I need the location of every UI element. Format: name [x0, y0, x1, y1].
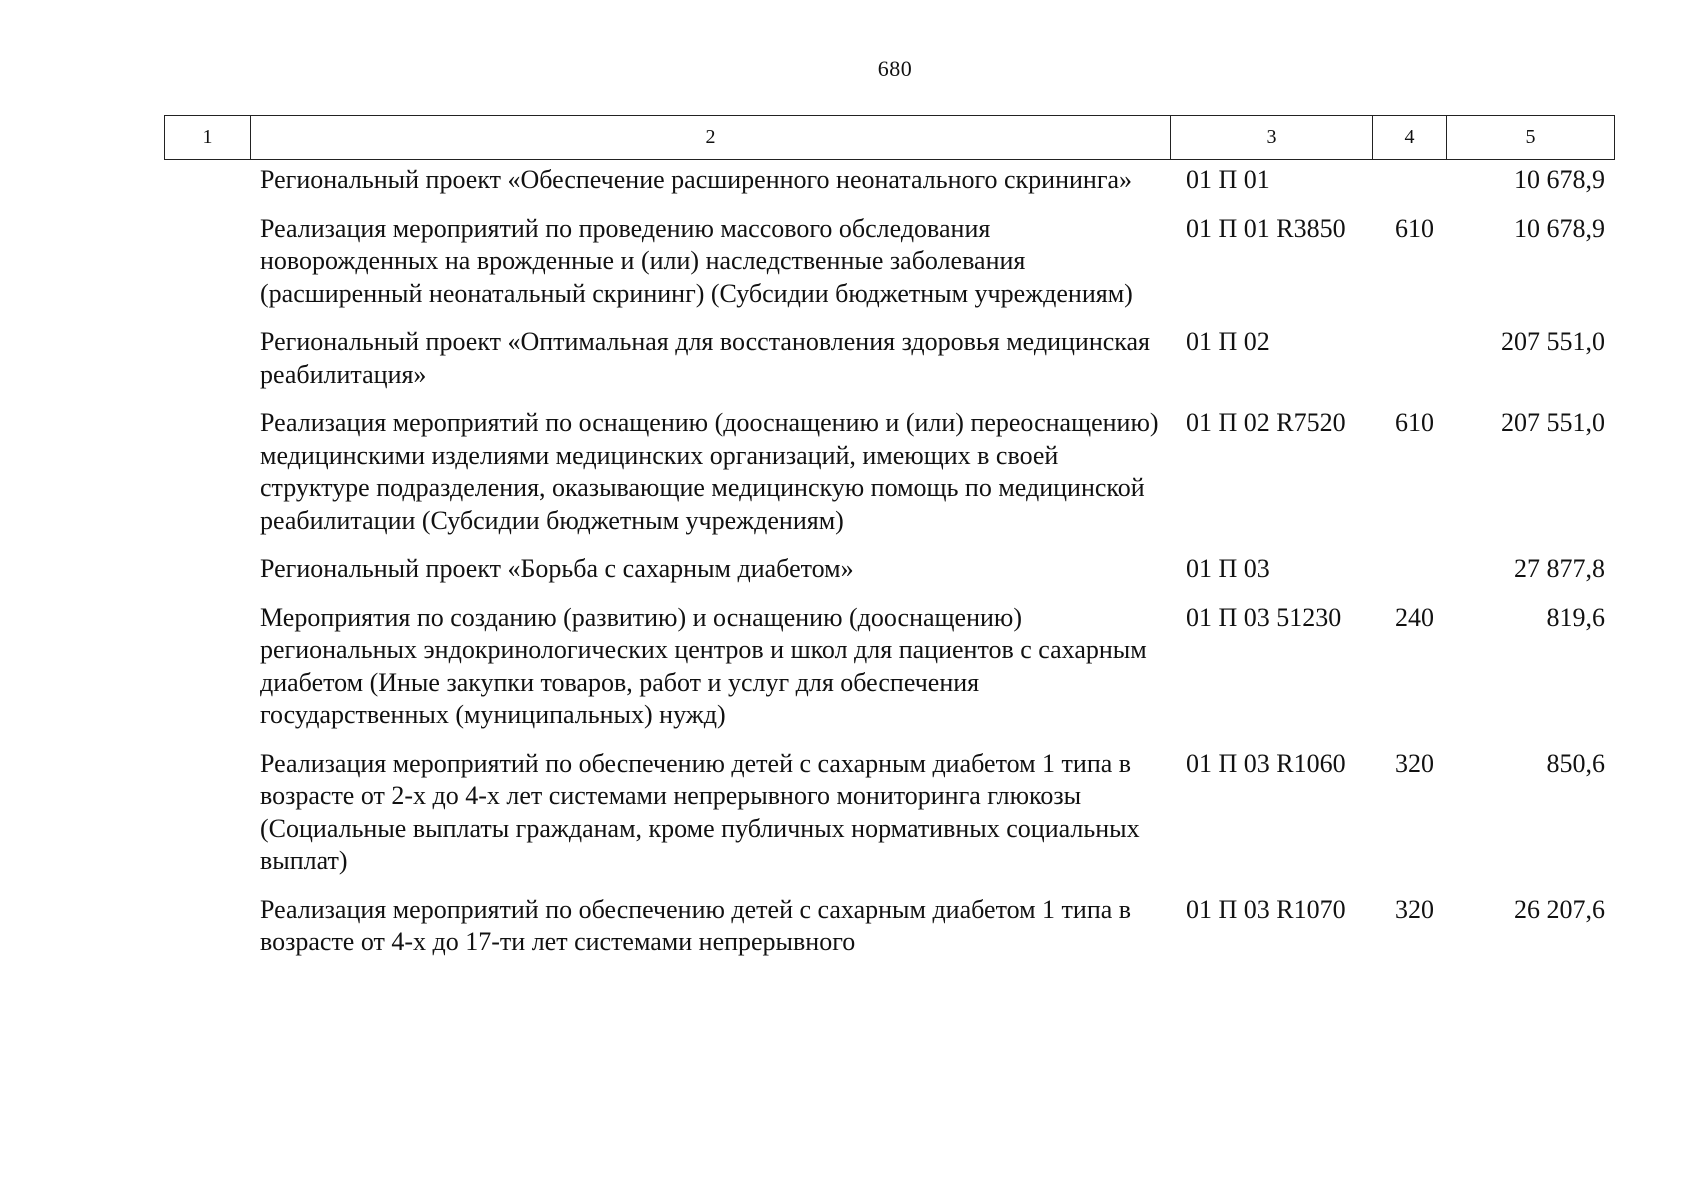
row-expense-type [1384, 164, 1449, 213]
row-expense-type: 320 [1395, 748, 1434, 778]
table-row [250, 407, 1614, 553]
column-header-row [164, 115, 1615, 160]
header-col-4: 4 [1373, 116, 1447, 160]
header-col-3: 3 [1171, 116, 1373, 160]
table-row [250, 213, 1614, 327]
row-sum: 27 877,8 [1514, 554, 1605, 583]
table-row [250, 894, 1614, 975]
table-row [250, 748, 1614, 894]
row-code: 01 П 03 R1060 [1186, 748, 1346, 778]
row-expense-type: 610 [1395, 213, 1434, 243]
row-expense-type [1384, 326, 1449, 407]
header-col-2: 2 [251, 116, 1171, 160]
table-row [250, 553, 1614, 602]
row-expense-type: 610 [1395, 408, 1434, 437]
row-sum: 819,6 [1546, 602, 1605, 632]
row-code: 01 П 03 R1070 [1186, 894, 1346, 924]
row-code: 01 П 02 R7520 [1186, 408, 1346, 437]
table-row [250, 602, 1614, 748]
row-name: Реализация мероприятий по проведению массового обследования новорожденных на врожденные и (или) наследственные заболевания (расширенный неонатальный скрининг) (Субсидии бюджетным учреждениям) [260, 213, 1133, 308]
row-sum: 10 678,9 [1514, 213, 1605, 243]
header-col-1: 1 [165, 116, 251, 160]
row-name: Мероприятия по созданию (развитию) и оснащению (дооснащению) региональных эндокринологических центров и школ для пациентов с сахарным диабетом (Иные закупки товаров, работ и услуг для обеспечения государственных (муниципальных) нужд) [260, 602, 1147, 729]
table-row [250, 164, 1614, 213]
row-sum: 850,6 [1546, 748, 1605, 778]
row-expense-type: 320 [1395, 894, 1434, 924]
row-expense-type [1384, 553, 1449, 602]
row-name: Региональный проект «Оптимальная для восстановления здоровья медицинская реабилитация» [260, 327, 1151, 389]
row-code: 01 П 02 [1186, 327, 1270, 356]
row-code: 01 П 01 R3850 [1186, 213, 1346, 243]
row-expense-type: 240 [1395, 602, 1434, 632]
row-sum: 207 551,0 [1501, 327, 1605, 356]
row-sum: 26 207,6 [1514, 894, 1605, 924]
row-code: 01 П 03 51230 [1186, 602, 1342, 632]
row-name: Реализация мероприятий по обеспечению детей с сахарным диабетом 1 типа в возрасте от 2-х до 4-х лет системами непрерывного мониторинга глюкозы (Социальные выплаты гражданам, кроме публичных нормативных социальных выплат) [260, 748, 1140, 875]
page-number: 680 [877, 56, 913, 81]
row-code: 01 П 03 [1186, 554, 1270, 583]
table-row [250, 326, 1614, 407]
row-code: 01 П 01 [1186, 165, 1270, 194]
row-sum: 207 551,0 [1501, 408, 1605, 437]
row-name: Реализация мероприятий по оснащению (дооснащению и (или) переоснащению) медицинскими изделиями медицинских организаций, имеющих в своей структуре подразделения, оказывающие медицинскую помощь по медицинской реабилитации (Субсидии бюджетным учреждениям) [260, 408, 1159, 535]
row-name: Реализация мероприятий по обеспечению детей с сахарным диабетом 1 типа в возрасте от 4-х до 17-ти лет системами непрерывного [260, 894, 1132, 956]
header-col-5: 5 [1447, 116, 1615, 160]
budget-table [250, 164, 1614, 975]
row-name: Региональный проект «Обеспечение расширенного неонатального скрининга» [260, 165, 1133, 194]
row-name: Региональный проект «Борьба с сахарным диабетом» [260, 554, 854, 583]
row-sum: 10 678,9 [1514, 165, 1605, 194]
